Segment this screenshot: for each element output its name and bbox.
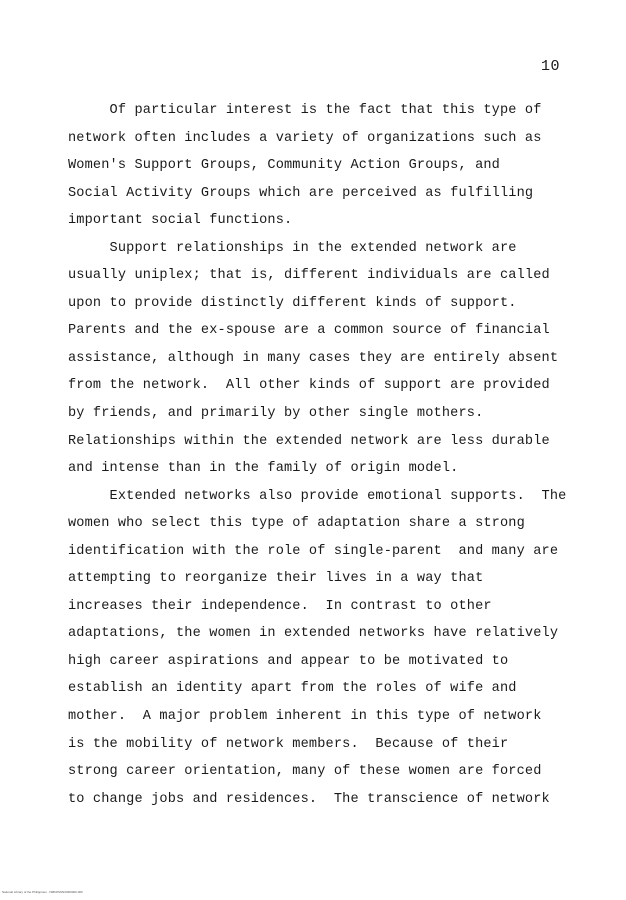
body-line: and intense than in the family of origin model. (68, 461, 459, 477)
document-body (68, 97, 588, 813)
body-line: network often includes a variety of organizations such as (68, 130, 542, 146)
body-line: strong career orientation, many of these women are forced (68, 764, 542, 780)
page-number: 10 (541, 58, 561, 75)
body-line: usually uniplex; that is, different individuals are called (68, 268, 550, 284)
body-line: Relationships within the extended network are less durable (68, 433, 550, 449)
body-line: establish an identity apart from the roles of wife and (68, 681, 517, 697)
body-line: to change jobs and residences. The transcience of network (68, 791, 550, 807)
body-line: adaptations, the women in extended networks have relatively (68, 626, 559, 642)
body-line: Social Activity Groups which are perceived as fulfilling (68, 185, 534, 201)
body-line: important social functions. (68, 213, 293, 229)
scan-footer-note: National Library of the Philippines · ISBN/ISSN/0000000-000 (2, 890, 83, 894)
body-line: from the network. All other kinds of support are provided (68, 378, 550, 394)
body-line: by friends, and primarily by other single mothers. (68, 406, 484, 422)
body-line: identification with the role of single-parent and many are (68, 543, 559, 559)
body-line: Women's Support Groups, Community Action Groups, and (68, 158, 500, 174)
body-line: women who select this type of adaptation share a strong (68, 516, 525, 532)
body-line: Extended networks also provide emotional supports. The (68, 488, 567, 504)
body-line: is the mobility of network members. Because of their (68, 736, 509, 752)
body-line: Parents and the ex-spouse are a common source of financial (68, 323, 550, 339)
body-line: Support relationships in the extended network are (68, 240, 517, 256)
body-line: upon to provide distinctly different kinds of support. (68, 295, 517, 311)
body-line: attempting to reorganize their lives in a way that (68, 571, 484, 587)
body-line: mother. A major problem inherent in this type of network (68, 709, 542, 725)
body-line: assistance, although in many cases they are entirely absent (68, 350, 559, 366)
body-line: high career aspirations and appear to be motivated to (68, 653, 509, 669)
body-line: Of particular interest is the fact that this type of (68, 103, 542, 118)
body-line: increases their independence. In contrast to other (68, 598, 492, 614)
